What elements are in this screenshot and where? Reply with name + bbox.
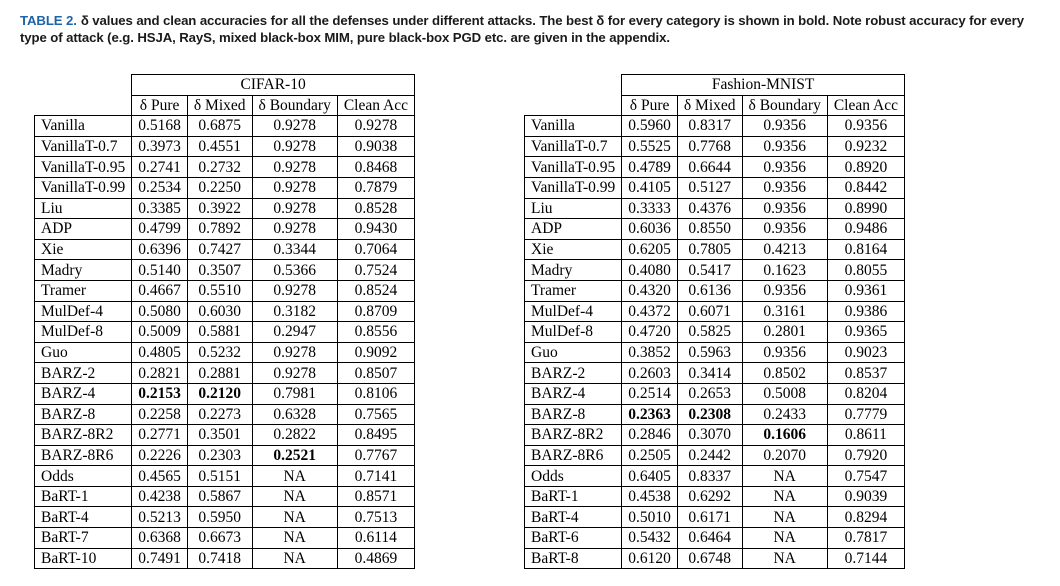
defense-name: BARZ-4 xyxy=(35,383,132,404)
value-cell: 0.6644 xyxy=(677,157,742,178)
value-cell: 0.7768 xyxy=(677,136,742,157)
defense-name: ADP xyxy=(35,219,132,240)
table-row xyxy=(525,260,905,281)
value-cell: 0.4538 xyxy=(622,486,678,507)
defense-name: Tramer xyxy=(525,280,622,301)
table-row xyxy=(35,177,415,198)
column-header-row xyxy=(525,95,905,116)
table-row xyxy=(525,177,905,198)
value-cell: 0.6036 xyxy=(622,219,678,240)
header-blank xyxy=(35,95,132,116)
table-row xyxy=(525,425,905,446)
defense-name: Liu xyxy=(525,198,622,219)
value-cell: 0.5140 xyxy=(132,260,188,281)
value-cell: 0.3070 xyxy=(677,425,742,446)
value-cell: 0.5232 xyxy=(187,342,252,363)
column-header-row xyxy=(35,95,415,116)
table-row xyxy=(35,383,415,404)
value-cell: 0.2653 xyxy=(677,383,742,404)
value-cell: 0.8468 xyxy=(337,157,414,178)
value-cell: NA xyxy=(742,548,827,569)
value-cell: 0.9038 xyxy=(337,136,414,157)
value-cell: 0.3973 xyxy=(132,136,188,157)
value-cell: 0.9356 xyxy=(742,280,827,301)
value-cell: 0.2303 xyxy=(187,445,252,466)
table-row xyxy=(35,507,415,528)
value-cell: 0.7767 xyxy=(337,445,414,466)
value-cell: 0.9278 xyxy=(252,116,337,137)
value-cell: 0.8502 xyxy=(742,363,827,384)
table-row xyxy=(525,363,905,384)
value-cell: 0.5867 xyxy=(187,486,252,507)
table-row xyxy=(35,198,415,219)
table-row xyxy=(35,219,415,240)
value-cell: 0.6328 xyxy=(252,404,337,425)
value-cell: 0.5960 xyxy=(622,116,678,137)
header-blank xyxy=(525,95,622,116)
fashion-mnist-table xyxy=(524,74,905,569)
value-cell: 0.5168 xyxy=(132,116,188,137)
table-row xyxy=(35,239,415,260)
value-cell: 0.2070 xyxy=(742,445,827,466)
value-cell: 0.6405 xyxy=(622,466,678,487)
value-cell: 0.9356 xyxy=(742,219,827,240)
defense-name: BaRT-4 xyxy=(525,507,622,528)
defense-name: BARZ-8R6 xyxy=(35,445,132,466)
value-cell: 0.8528 xyxy=(337,198,414,219)
defense-name: BaRT-1 xyxy=(35,486,132,507)
value-cell: 0.5080 xyxy=(132,301,188,322)
value-cell: 0.9356 xyxy=(742,342,827,363)
value-cell: 0.3507 xyxy=(187,260,252,281)
defense-name: MulDef-8 xyxy=(35,322,132,343)
defense-name: BaRT-1 xyxy=(525,486,622,507)
defense-name: Vanilla xyxy=(525,116,622,137)
value-cell: 0.4376 xyxy=(677,198,742,219)
table-row xyxy=(35,528,415,549)
value-cell: 0.2120 xyxy=(187,383,252,404)
defense-name: BARZ-2 xyxy=(35,363,132,384)
column-header: δ Boundary xyxy=(742,95,827,116)
table-row xyxy=(35,342,415,363)
defense-name: BARZ-8 xyxy=(525,404,622,425)
table-row xyxy=(35,157,415,178)
value-cell: 0.9278 xyxy=(252,136,337,157)
defense-name: BaRT-8 xyxy=(525,548,622,569)
value-cell: 0.4320 xyxy=(622,280,678,301)
defense-name: Odds xyxy=(35,466,132,487)
value-cell: 0.4869 xyxy=(337,548,414,569)
value-cell: 0.6673 xyxy=(187,528,252,549)
value-cell: 0.7547 xyxy=(827,466,904,487)
table-caption xyxy=(20,12,1045,46)
column-header: δ Boundary xyxy=(252,95,337,116)
value-cell: 0.2521 xyxy=(252,445,337,466)
value-cell: 0.8550 xyxy=(677,219,742,240)
table-row xyxy=(525,157,905,178)
value-cell: 0.6136 xyxy=(677,280,742,301)
table-row xyxy=(35,404,415,425)
defense-name: MulDef-4 xyxy=(35,301,132,322)
value-cell: 0.3161 xyxy=(742,301,827,322)
defense-name: VanillaT-0.95 xyxy=(35,157,132,178)
value-cell: NA xyxy=(742,486,827,507)
value-cell: 0.7817 xyxy=(827,528,904,549)
value-cell: 0.4080 xyxy=(622,260,678,281)
value-cell: 0.7892 xyxy=(187,219,252,240)
table-row xyxy=(525,198,905,219)
value-cell: 0.7981 xyxy=(252,383,337,404)
table-row xyxy=(35,116,415,137)
table-row xyxy=(525,445,905,466)
value-cell: 0.9278 xyxy=(252,219,337,240)
value-cell: 0.8164 xyxy=(827,239,904,260)
value-cell: 0.2505 xyxy=(622,445,678,466)
defense-name: MulDef-8 xyxy=(525,322,622,343)
value-cell: 0.5213 xyxy=(132,507,188,528)
dataset-header: CIFAR-10 xyxy=(132,75,415,96)
value-cell: 0.7064 xyxy=(337,239,414,260)
defense-name: Guo xyxy=(525,342,622,363)
value-cell: 0.5432 xyxy=(622,528,678,549)
value-cell: 0.3333 xyxy=(622,198,678,219)
value-cell: 0.4720 xyxy=(622,322,678,343)
value-cell: 0.6748 xyxy=(677,548,742,569)
value-cell: 0.8556 xyxy=(337,322,414,343)
table-row xyxy=(525,322,905,343)
value-cell: 0.4805 xyxy=(132,342,188,363)
defense-name: BaRT-4 xyxy=(35,507,132,528)
value-cell: 0.8920 xyxy=(827,157,904,178)
value-cell: 0.9278 xyxy=(252,280,337,301)
value-cell: 0.2603 xyxy=(622,363,678,384)
defense-name: BaRT-7 xyxy=(35,528,132,549)
value-cell: 0.9356 xyxy=(827,116,904,137)
table-row xyxy=(525,507,905,528)
defense-name: Xie xyxy=(35,239,132,260)
value-cell: 0.6030 xyxy=(187,301,252,322)
value-cell: 0.9361 xyxy=(827,280,904,301)
defense-name: Vanilla xyxy=(35,116,132,137)
value-cell: 0.5825 xyxy=(677,322,742,343)
value-cell: 0.4238 xyxy=(132,486,188,507)
value-cell: 0.9092 xyxy=(337,342,414,363)
value-cell: NA xyxy=(742,466,827,487)
value-cell: NA xyxy=(252,528,337,549)
defense-name: MulDef-4 xyxy=(525,301,622,322)
table-row xyxy=(525,466,905,487)
value-cell: 0.7565 xyxy=(337,404,414,425)
table-row xyxy=(525,219,905,240)
value-cell: 0.7144 xyxy=(827,548,904,569)
value-cell: 0.8055 xyxy=(827,260,904,281)
defense-name: ADP xyxy=(525,219,622,240)
value-cell: 0.3922 xyxy=(187,198,252,219)
table-row xyxy=(525,116,905,137)
value-cell: 0.4213 xyxy=(742,239,827,260)
defense-name: BARZ-8R2 xyxy=(35,425,132,446)
value-cell: 0.6171 xyxy=(677,507,742,528)
value-cell: NA xyxy=(252,507,337,528)
defense-name: BARZ-8R2 xyxy=(525,425,622,446)
value-cell: NA xyxy=(252,548,337,569)
value-cell: 0.5008 xyxy=(742,383,827,404)
header-spacer xyxy=(525,75,622,96)
defense-name: Tramer xyxy=(35,280,132,301)
value-cell: 0.2822 xyxy=(252,425,337,446)
value-cell: 0.2741 xyxy=(132,157,188,178)
value-cell: 0.6464 xyxy=(677,528,742,549)
value-cell: 0.9356 xyxy=(742,116,827,137)
value-cell: 0.6396 xyxy=(132,239,188,260)
value-cell: 0.9486 xyxy=(827,219,904,240)
value-cell: 0.9232 xyxy=(827,136,904,157)
value-cell: 0.9356 xyxy=(742,136,827,157)
table-row xyxy=(525,404,905,425)
value-cell: 0.2846 xyxy=(622,425,678,446)
table-row xyxy=(35,301,415,322)
value-cell: 0.2514 xyxy=(622,383,678,404)
value-cell: 0.9278 xyxy=(337,116,414,137)
value-cell: 0.5417 xyxy=(677,260,742,281)
table-row xyxy=(525,528,905,549)
defense-name: Liu xyxy=(35,198,132,219)
defense-name: BaRT-10 xyxy=(35,548,132,569)
value-cell: NA xyxy=(742,528,827,549)
header-spacer xyxy=(35,75,132,96)
value-cell: 0.8294 xyxy=(827,507,904,528)
value-cell: 0.7920 xyxy=(827,445,904,466)
value-cell: 0.3852 xyxy=(622,342,678,363)
value-cell: 0.5366 xyxy=(252,260,337,281)
value-cell: 0.9430 xyxy=(337,219,414,240)
table-row xyxy=(525,301,905,322)
value-cell: 0.6875 xyxy=(187,116,252,137)
value-cell: 0.9356 xyxy=(742,198,827,219)
value-cell: 0.6205 xyxy=(622,239,678,260)
value-cell: 0.9365 xyxy=(827,322,904,343)
value-cell: 0.9278 xyxy=(252,342,337,363)
value-cell: 0.2258 xyxy=(132,404,188,425)
value-cell: 0.2433 xyxy=(742,404,827,425)
table-row xyxy=(35,548,415,569)
value-cell: 0.3182 xyxy=(252,301,337,322)
value-cell: 0.9278 xyxy=(252,177,337,198)
defense-name: BARZ-8 xyxy=(35,404,132,425)
value-cell: NA xyxy=(252,466,337,487)
value-cell: 0.8611 xyxy=(827,425,904,446)
table-row xyxy=(525,486,905,507)
value-cell: 0.8571 xyxy=(337,486,414,507)
defense-name: BARZ-2 xyxy=(525,363,622,384)
column-header: Clean Acc xyxy=(827,95,904,116)
value-cell: 0.7524 xyxy=(337,260,414,281)
value-cell: 0.8317 xyxy=(677,116,742,137)
defense-name: Madry xyxy=(525,260,622,281)
value-cell: 0.3501 xyxy=(187,425,252,446)
value-cell: 0.1606 xyxy=(742,425,827,446)
table-row xyxy=(35,322,415,343)
value-cell: 0.4799 xyxy=(132,219,188,240)
value-cell: 0.2881 xyxy=(187,363,252,384)
table-row xyxy=(35,280,415,301)
value-cell: 0.8990 xyxy=(827,198,904,219)
defense-name: VanillaT-0.7 xyxy=(525,136,622,157)
dataset-header-row xyxy=(35,75,415,96)
value-cell: 0.7879 xyxy=(337,177,414,198)
table-label: TABLE 2. xyxy=(20,13,77,28)
defense-name: VanillaT-0.7 xyxy=(35,136,132,157)
value-cell: 0.6071 xyxy=(677,301,742,322)
value-cell: 0.2273 xyxy=(187,404,252,425)
defense-name: Odds xyxy=(525,466,622,487)
table-row xyxy=(525,136,905,157)
table-row xyxy=(35,486,415,507)
value-cell: 0.2801 xyxy=(742,322,827,343)
value-cell: 0.5881 xyxy=(187,322,252,343)
value-cell: 0.7805 xyxy=(677,239,742,260)
column-header: δ Mixed xyxy=(677,95,742,116)
value-cell: 0.8337 xyxy=(677,466,742,487)
cifar10-table xyxy=(34,74,415,569)
value-cell: 0.6114 xyxy=(337,528,414,549)
value-cell: 0.2153 xyxy=(132,383,188,404)
value-cell: 0.2363 xyxy=(622,404,678,425)
value-cell: 0.5963 xyxy=(677,342,742,363)
value-cell: 0.9356 xyxy=(742,177,827,198)
value-cell: 0.4565 xyxy=(132,466,188,487)
value-cell: 0.2250 xyxy=(187,177,252,198)
value-cell: 0.1623 xyxy=(742,260,827,281)
value-cell: 0.5151 xyxy=(187,466,252,487)
value-cell: 0.8507 xyxy=(337,363,414,384)
value-cell: NA xyxy=(742,507,827,528)
value-cell: 0.2732 xyxy=(187,157,252,178)
value-cell: 0.5009 xyxy=(132,322,188,343)
value-cell: 0.2226 xyxy=(132,445,188,466)
value-cell: 0.3385 xyxy=(132,198,188,219)
table-row xyxy=(525,342,905,363)
value-cell: 0.8106 xyxy=(337,383,414,404)
defense-name: BARZ-4 xyxy=(525,383,622,404)
defense-name: BaRT-6 xyxy=(525,528,622,549)
value-cell: 0.7427 xyxy=(187,239,252,260)
defense-name: Xie xyxy=(525,239,622,260)
table-row xyxy=(525,548,905,569)
defense-name: VanillaT-0.95 xyxy=(525,157,622,178)
value-cell: 0.5010 xyxy=(622,507,678,528)
dataset-header-row xyxy=(525,75,905,96)
value-cell: 0.2821 xyxy=(132,363,188,384)
table-row xyxy=(525,383,905,404)
value-cell: 0.4105 xyxy=(622,177,678,198)
table-row xyxy=(35,425,415,446)
value-cell: 0.7513 xyxy=(337,507,414,528)
value-cell: 0.8709 xyxy=(337,301,414,322)
value-cell: 0.2771 xyxy=(132,425,188,446)
table-row xyxy=(35,136,415,157)
column-header: δ Pure xyxy=(622,95,678,116)
value-cell: 0.4372 xyxy=(622,301,678,322)
defense-name: VanillaT-0.99 xyxy=(525,177,622,198)
value-cell: 0.4551 xyxy=(187,136,252,157)
value-cell: 0.4667 xyxy=(132,280,188,301)
defense-name: Madry xyxy=(35,260,132,281)
column-header: δ Pure xyxy=(132,95,188,116)
table-row xyxy=(525,239,905,260)
value-cell: 0.9278 xyxy=(252,363,337,384)
value-cell: 0.6120 xyxy=(622,548,678,569)
value-cell: 0.5525 xyxy=(622,136,678,157)
defense-name: VanillaT-0.99 xyxy=(35,177,132,198)
value-cell: 0.3344 xyxy=(252,239,337,260)
value-cell: 0.8495 xyxy=(337,425,414,446)
value-cell: 0.9278 xyxy=(252,198,337,219)
value-cell: 0.9039 xyxy=(827,486,904,507)
value-cell: 0.9356 xyxy=(742,157,827,178)
value-cell: 0.9023 xyxy=(827,342,904,363)
dataset-header: Fashion-MNIST xyxy=(622,75,905,96)
value-cell: 0.3414 xyxy=(677,363,742,384)
value-cell: 0.8204 xyxy=(827,383,904,404)
value-cell: 0.2947 xyxy=(252,322,337,343)
table-row xyxy=(35,445,415,466)
value-cell: 0.2308 xyxy=(677,404,742,425)
table-row xyxy=(35,466,415,487)
value-cell: 0.6368 xyxy=(132,528,188,549)
defense-name: BARZ-8R6 xyxy=(525,445,622,466)
column-header: δ Mixed xyxy=(187,95,252,116)
defense-name: Guo xyxy=(35,342,132,363)
value-cell: 0.5510 xyxy=(187,280,252,301)
value-cell: NA xyxy=(252,486,337,507)
value-cell: 0.8537 xyxy=(827,363,904,384)
caption-text: δ values and clean accuracies for all the defenses under different attacks. The best δ for every category is shown in bold. Note robust accuracy for every type of attack (e.g. HSJA, RayS, mixed black-box MIM, pure black-box PGD etc. are given in the appendix. xyxy=(20,13,1024,45)
column-header: Clean Acc xyxy=(337,95,414,116)
value-cell: 0.5127 xyxy=(677,177,742,198)
value-cell: 0.9278 xyxy=(252,157,337,178)
table-row xyxy=(525,280,905,301)
value-cell: 0.7418 xyxy=(187,548,252,569)
value-cell: 0.7779 xyxy=(827,404,904,425)
value-cell: 0.2442 xyxy=(677,445,742,466)
value-cell: 0.5950 xyxy=(187,507,252,528)
value-cell: 0.2534 xyxy=(132,177,188,198)
value-cell: 0.6292 xyxy=(677,486,742,507)
value-cell: 0.9386 xyxy=(827,301,904,322)
table-row xyxy=(35,260,415,281)
value-cell: 0.4789 xyxy=(622,157,678,178)
table-row xyxy=(35,363,415,384)
value-cell: 0.8442 xyxy=(827,177,904,198)
value-cell: 0.8524 xyxy=(337,280,414,301)
value-cell: 0.7141 xyxy=(337,466,414,487)
value-cell: 0.7491 xyxy=(132,548,188,569)
